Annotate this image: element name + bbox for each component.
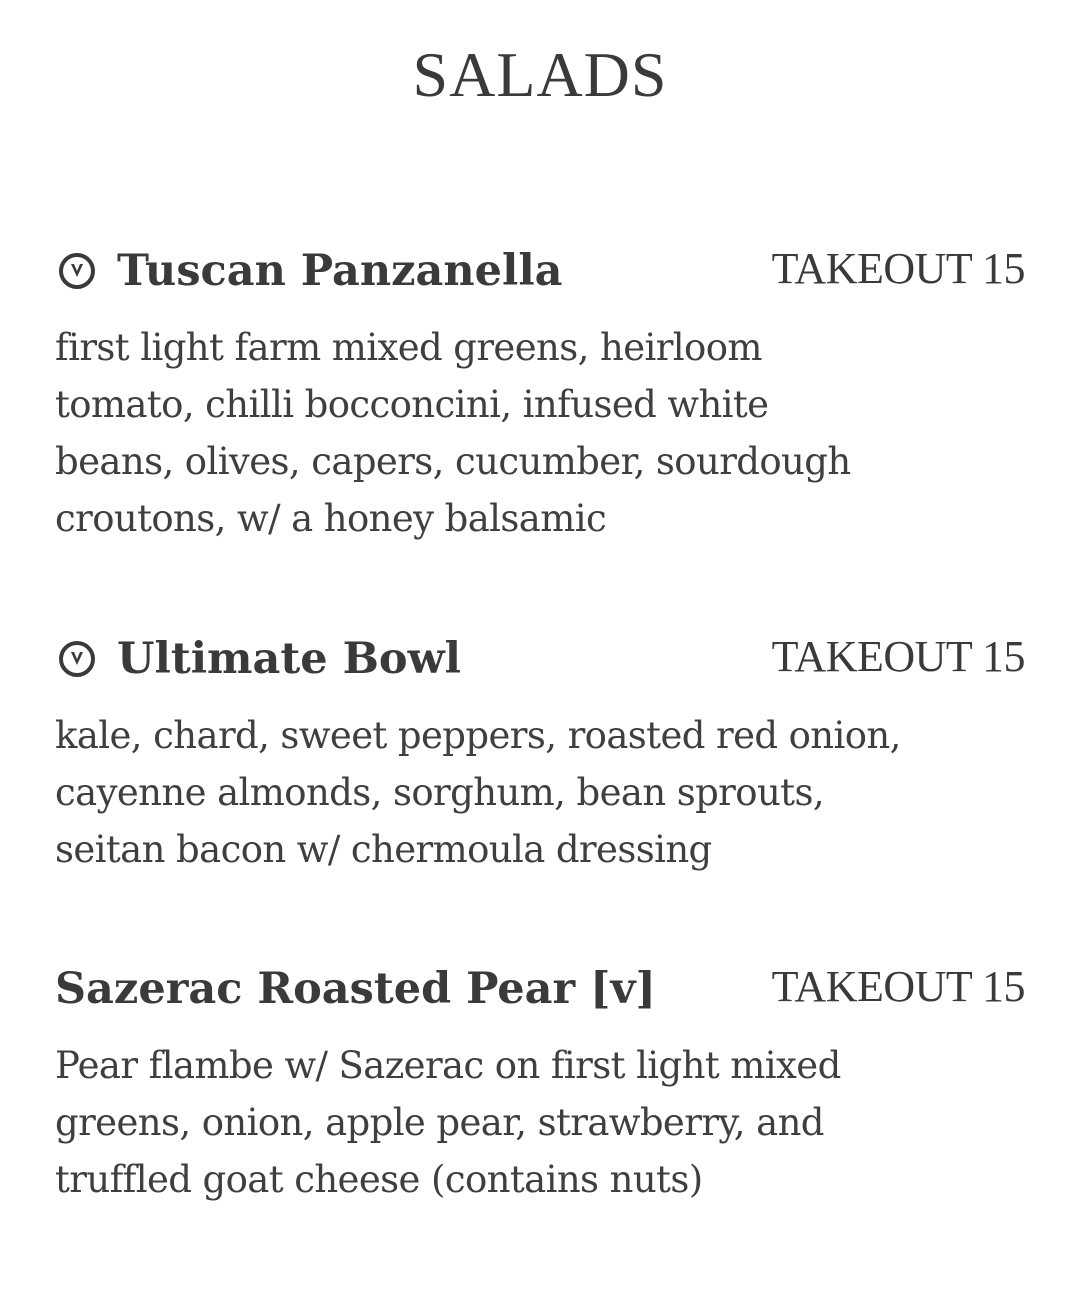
description-line: truffled goat cheese (contains nuts) — [55, 1158, 703, 1201]
menu-item-name-row — [55, 961, 656, 1017]
menu-item-description — [55, 707, 925, 878]
menu-item-price: TAKEOUT 15 — [771, 962, 1025, 1011]
description-line: beans, olives, capers, cucumber, sourdough — [55, 440, 851, 483]
menu-item-price: TAKEOUT 15 — [771, 244, 1025, 293]
description-line: cayenne almonds, sorghum, bean sprouts, — [55, 771, 824, 814]
menu-item-header — [55, 243, 1025, 303]
menu-item-name: Ultimate Bowl — [117, 634, 461, 684]
description-line: croutons, w/ a honey balsamic — [55, 497, 607, 540]
menu-item-tuscan-panzanella — [55, 243, 1025, 547]
menu-item-name-row — [55, 243, 563, 299]
description-line: first light farm mixed greens, heirloom — [55, 326, 762, 369]
vegan-icon — [59, 641, 95, 677]
section-title: SALADS — [412, 39, 668, 110]
menu-item-header — [55, 961, 1025, 1021]
menu-item-header — [55, 631, 1025, 691]
description-line: seitan bacon w/ chermoula dressing — [55, 828, 712, 871]
description-line: greens, onion, apple pear, strawberry, and — [55, 1101, 824, 1144]
menu-item-ultimate-bowl — [55, 631, 1025, 878]
menu-item-name: Tuscan Panzanella — [117, 246, 563, 296]
menu-item-description — [55, 1037, 925, 1208]
menu-item-description — [55, 319, 925, 547]
menu-item-sazerac-roasted-pear — [55, 961, 1025, 1208]
menu-item-price: TAKEOUT 15 — [771, 632, 1025, 681]
description-line: Pear flambe w/ Sazerac on first light mixed — [55, 1044, 841, 1087]
menu-item-name-row — [55, 631, 461, 687]
description-line: kale, chard, sweet peppers, roasted red onion, — [55, 714, 901, 757]
menu-item-name: Sazerac Roasted Pear [v] — [55, 964, 656, 1014]
description-line: tomato, chilli bocconcini, infused white — [55, 383, 769, 426]
vegan-icon — [59, 253, 95, 289]
